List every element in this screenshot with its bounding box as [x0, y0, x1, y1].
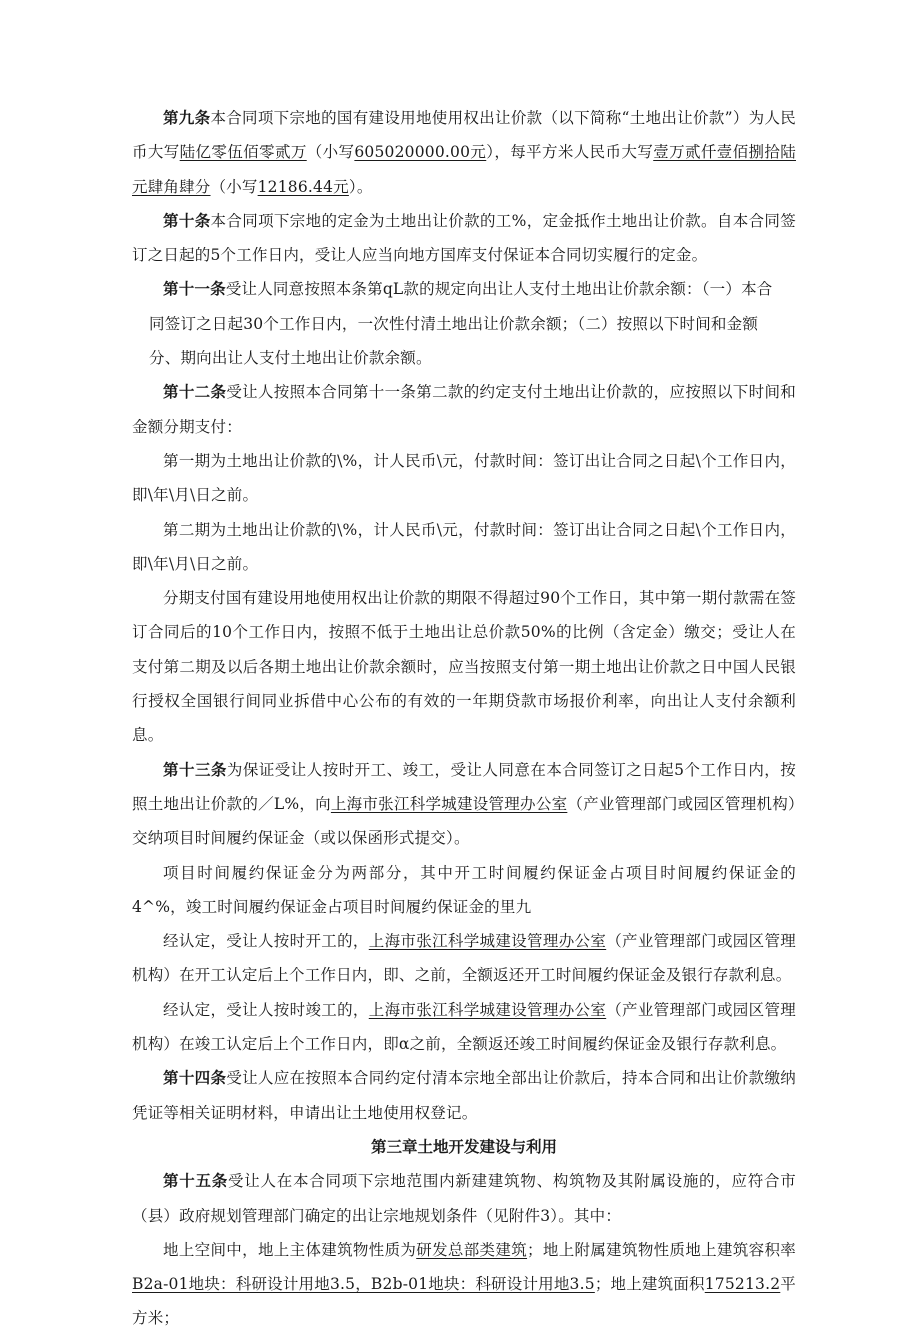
article-11-label: 第十一条	[163, 279, 226, 299]
management-office-name: 上海市张江科学城建设管理办公室	[368, 1000, 607, 1019]
unit-price-uppercase: 壹万贰仟壹佰捌拾陆元肆角肆分	[132, 143, 796, 196]
article-10-label: 第十条	[163, 210, 211, 230]
finish-bond-refund: 经认定，受让人按时竣工的，上海市张江科学城建设管理办公室（产业管理部门或园区管理机构）在竣工认定后上个工作日内，即α之前，全额返还竣工时间履约保证金及银行存款利息。	[132, 1000, 796, 1054]
plot-ratio: B2a-01地块：科研设计用地3.5，B2b-01地块：科研设计用地3.5	[132, 1275, 595, 1294]
building-nature: 研发总部类建筑	[416, 1240, 528, 1259]
article-9: 第九条本合同项下宗地的国有建设用地使用权出让价款（以下简称“土地出让价款”）为人民币大写陆亿零伍佰零贰万（小写605020000.00元），每平方米人民币大写壹万贰仟壹佰捌拾陆元肆角肆分（小写12186.44元）。	[132, 108, 796, 196]
installment-2: 第二期为土地出让价款的\%，计人民币\元，付款时间：签订出让合同之日起\个工作日内，即\年\月\日之前。	[132, 520, 796, 573]
article-12: 第十二条受让人按照本合同第十一条第二款的约定支付土地出让价款的，应按照以下时间和金额分期支付：	[132, 382, 796, 436]
article-15: 第十五条受让人在本合同项下宗地范围内新建建筑物、构筑物及其附属设施的，应符合市（县）政府规划管理部门确定的出让宗地规划条件（见附件3）。其中：	[132, 1171, 796, 1225]
unit-price-figures: 12186.44元	[257, 177, 349, 196]
article-12-label: 第十二条	[163, 382, 227, 402]
article-10: 第十条本合同项下宗地的定金为土地出让价款的工%，定金抵作土地出让价款。自本合同签订之日起的5个工作日内，受让人应当向地方国库支付保证本合同切实履行的定金。	[132, 210, 796, 265]
article-13: 第十三条为保证受让人按时开工、竣工，受让人同意在本合同签订之日起5个工作日内，按照土地出让价款的／L%，向上海市张江科学城建设管理办公室（产业管理部门或园区管理机构）交纳项目时间履约保证金（或以保函形式提交）。	[132, 759, 796, 848]
article-11-line3: 分、期向出让人支付土地出让价款余额。	[149, 349, 432, 368]
chapter-3-title: 第三章土地开发建设与利用	[370, 1137, 557, 1156]
management-office-name: 上海市张江科学城建设管理办公室	[368, 932, 607, 951]
article-15-label: 第十五条	[163, 1171, 228, 1191]
article-11-line2: 同签订之日起30个工作日内，一次性付清土地出让价款余额；（二）按照以下时间和金额	[149, 314, 759, 333]
article-11: 第十一条受让人同意按照本条第qL款的规定向出让人支付土地出让价款余额：（一）本合	[163, 279, 773, 299]
above-ground-space: 地上空间中，地上主体建筑物性质为研发总部类建筑；地上附属建筑物性质地上建筑容积率B2a-01地块：科研设计用地3.5，B2b-01地块：科研设计用地3.5；地上建筑面积175213.2平方米；	[132, 1240, 796, 1328]
total-price-uppercase: 陆亿零伍佰零贰万	[179, 143, 307, 162]
article-14: 第十四条受让人应在按照本合同约定付清本宗地全部出让价款后，持本合同和出让价款缴纳凭证等相关证明材料，申请出让土地使用权登记。	[132, 1068, 796, 1122]
article-14-label: 第十四条	[163, 1068, 227, 1088]
management-office-name: 上海市张江科学城建设管理办公室	[330, 794, 568, 813]
installment-terms: 分期支付国有建设用地使用权出让价款的期限不得超过90个工作日，其中第一期付款需在签订合同后的10个工作日内，按照不低于土地出让总价款50%的比例（含定金）缴交；受让人在支付第二期及以后各期土地出让价款余额时，应当按照支付第一期土地出让价款之日中国人民银行授权全国银行间同业拆借中心公布的有效的一年期贷款市场报价利率，向出让人支付余额利息。	[132, 589, 796, 745]
floor-area: 175213.2	[704, 1275, 781, 1294]
article-13-label: 第十三条	[163, 759, 227, 779]
bond-parts: 项目时间履约保证金分为两部分，其中开工时间履约保证金占项目时间履约保证金的4^%，竣工时间履约保证金占项目时间履约保证金的里九	[132, 863, 796, 916]
start-bond-refund: 经认定，受让人按时开工的，上海市张江科学城建设管理办公室（产业管理部门或园区管理机构）在开工认定后上个工作日内，即、之前，全额返还开工时间履约保证金及银行存款利息。	[132, 932, 796, 985]
installment-1: 第一期为土地出让价款的\%，计人民币\元，付款时间：签订出让合同之日起\个工作日内，即\年\月\日之前。	[132, 451, 796, 505]
total-price-figures: 605020000.00元	[354, 143, 487, 162]
article-9-label: 第九条	[163, 108, 211, 127]
